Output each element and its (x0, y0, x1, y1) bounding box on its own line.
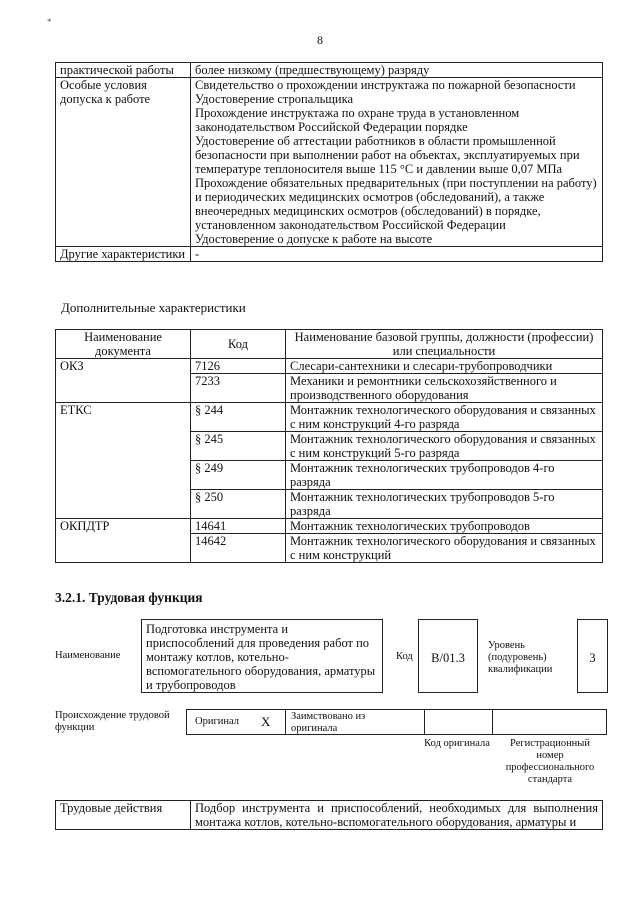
profession-cell: Монтажник технологического оборудования и связанных с ним конструкций 5-го разряда (286, 432, 603, 461)
condition-line: Удостоверение о допуске к работе на высоте (195, 232, 433, 246)
code-cell: 7126 (191, 359, 286, 374)
table-row (56, 534, 603, 563)
code-cell: § 244 (191, 403, 286, 432)
condition-line: Удостоверение стропальщика (195, 92, 354, 106)
doc-name: ОКЗ (56, 359, 191, 374)
profession-cell: Слесари-сантехники и слесари-трубопроводчики (286, 359, 603, 374)
divider (492, 710, 493, 734)
column-header: Наименование базовой группы, должности (профессии) или специальности (286, 330, 603, 359)
name-label: Наименование (55, 650, 121, 661)
table-row (56, 432, 603, 461)
table-row (56, 78, 603, 247)
row-value: более низкому (предшествующему) разряду (191, 63, 603, 78)
code-cell: 7233 (191, 374, 286, 403)
profession-cell: Монтажник технологического оборудования и связанных с ним конструкций (286, 534, 603, 563)
reg-caption: Регистрационный номер профессионального стандарта (505, 738, 595, 785)
row-value: Подбор инструмента и приспособлений, необходимых для выполнения монтажа котлов, котельно-вспомогательного оборудования, арматуры и (191, 801, 603, 830)
condition-line: Удостоверение об аттестации работников в области промышленной безопасности при выполнении работ на объектах, эксплуатируемых при температуре теплоносителя выше 115 °C и давлении выше 0,07 МПа (195, 134, 580, 176)
function-name: Подготовка инструмента и приспособлений для проведения работ по монтажу котлов, котельно-вспомогательного оборудования, арматуры и трубопроводов (141, 619, 383, 693)
additional-characteristics-table (55, 329, 603, 563)
condition-line: Свидетельство о прохождении инструктажа по пожарной безопасности (195, 78, 576, 92)
borrowed-label: Заимствовано из оригинала (291, 711, 366, 734)
origin-label: Происхождение трудовой функции (55, 710, 170, 733)
table-row (56, 359, 603, 374)
profession-cell: Монтажник технологического оборудования и связанных с ним конструкций 4-го разряда (286, 403, 603, 432)
table-row (56, 403, 603, 432)
labor-actions-table (55, 800, 603, 830)
profession-cell: Монтажник технологических трубопроводов (286, 519, 603, 534)
divider (424, 710, 425, 734)
code-cell: § 250 (191, 490, 286, 519)
code-cell: 14641 (191, 519, 286, 534)
level-label: Уровень (подуровень) квалификации (488, 640, 553, 675)
corner-mark: * (47, 17, 52, 27)
origin-row (186, 709, 607, 735)
qualification-table (55, 62, 603, 262)
table-row (56, 461, 603, 490)
table-row (56, 801, 603, 830)
page-number: 8 (317, 33, 323, 47)
row-label: Особые условия допуска к работе (56, 78, 191, 247)
doc-name: ЕТКС (56, 403, 191, 432)
column-header: Код (191, 330, 286, 359)
code-caption: Код оригинала (424, 738, 490, 749)
row-value (191, 78, 603, 247)
row-label: Другие характеристики (56, 247, 191, 262)
table-header-row (56, 330, 603, 359)
original-mark: X (261, 714, 271, 729)
code-cell: § 249 (191, 461, 286, 490)
profession-cell: Монтажник технологических трубопроводов 5-го разряда (286, 490, 603, 519)
column-header: Наименование документа (56, 330, 191, 359)
profession-cell: Монтажник технологических трубопроводов 4-го разряда (286, 461, 603, 490)
table-row (56, 63, 603, 78)
divider (285, 710, 286, 734)
code-value: В/01.3 (418, 619, 478, 693)
condition-line: Прохождение обязательных предварительных (при поступлении на работу) и периодических медицинских осмотров (обследований), а также внеочередных медицинских осмотров (обследований) в порядке, установленном законодательством Российской Федерации (195, 176, 597, 232)
table-row (56, 247, 603, 262)
level-value: 3 (577, 619, 608, 693)
row-value: - (191, 247, 603, 262)
doc-name: ОКПДТР (56, 519, 191, 534)
additional-title: Дополнительные характеристики (61, 300, 246, 315)
code-label: Код (396, 651, 413, 662)
table-row (56, 519, 603, 534)
code-cell: 14642 (191, 534, 286, 563)
table-row (56, 374, 603, 403)
code-cell: § 245 (191, 432, 286, 461)
original-label: Оригинал (195, 716, 239, 727)
condition-line: Прохождение инструктажа по охране труда в установленном законодательством Российской Федерации порядке (195, 106, 520, 134)
row-label: практической работы (56, 63, 191, 78)
function-heading: 3.2.1. Трудовая функция (55, 590, 203, 605)
profession-cell: Механики и ремонтники сельскохозяйственного и производственного оборудования (286, 374, 603, 403)
row-label: Трудовые действия (56, 801, 191, 830)
table-row (56, 490, 603, 519)
